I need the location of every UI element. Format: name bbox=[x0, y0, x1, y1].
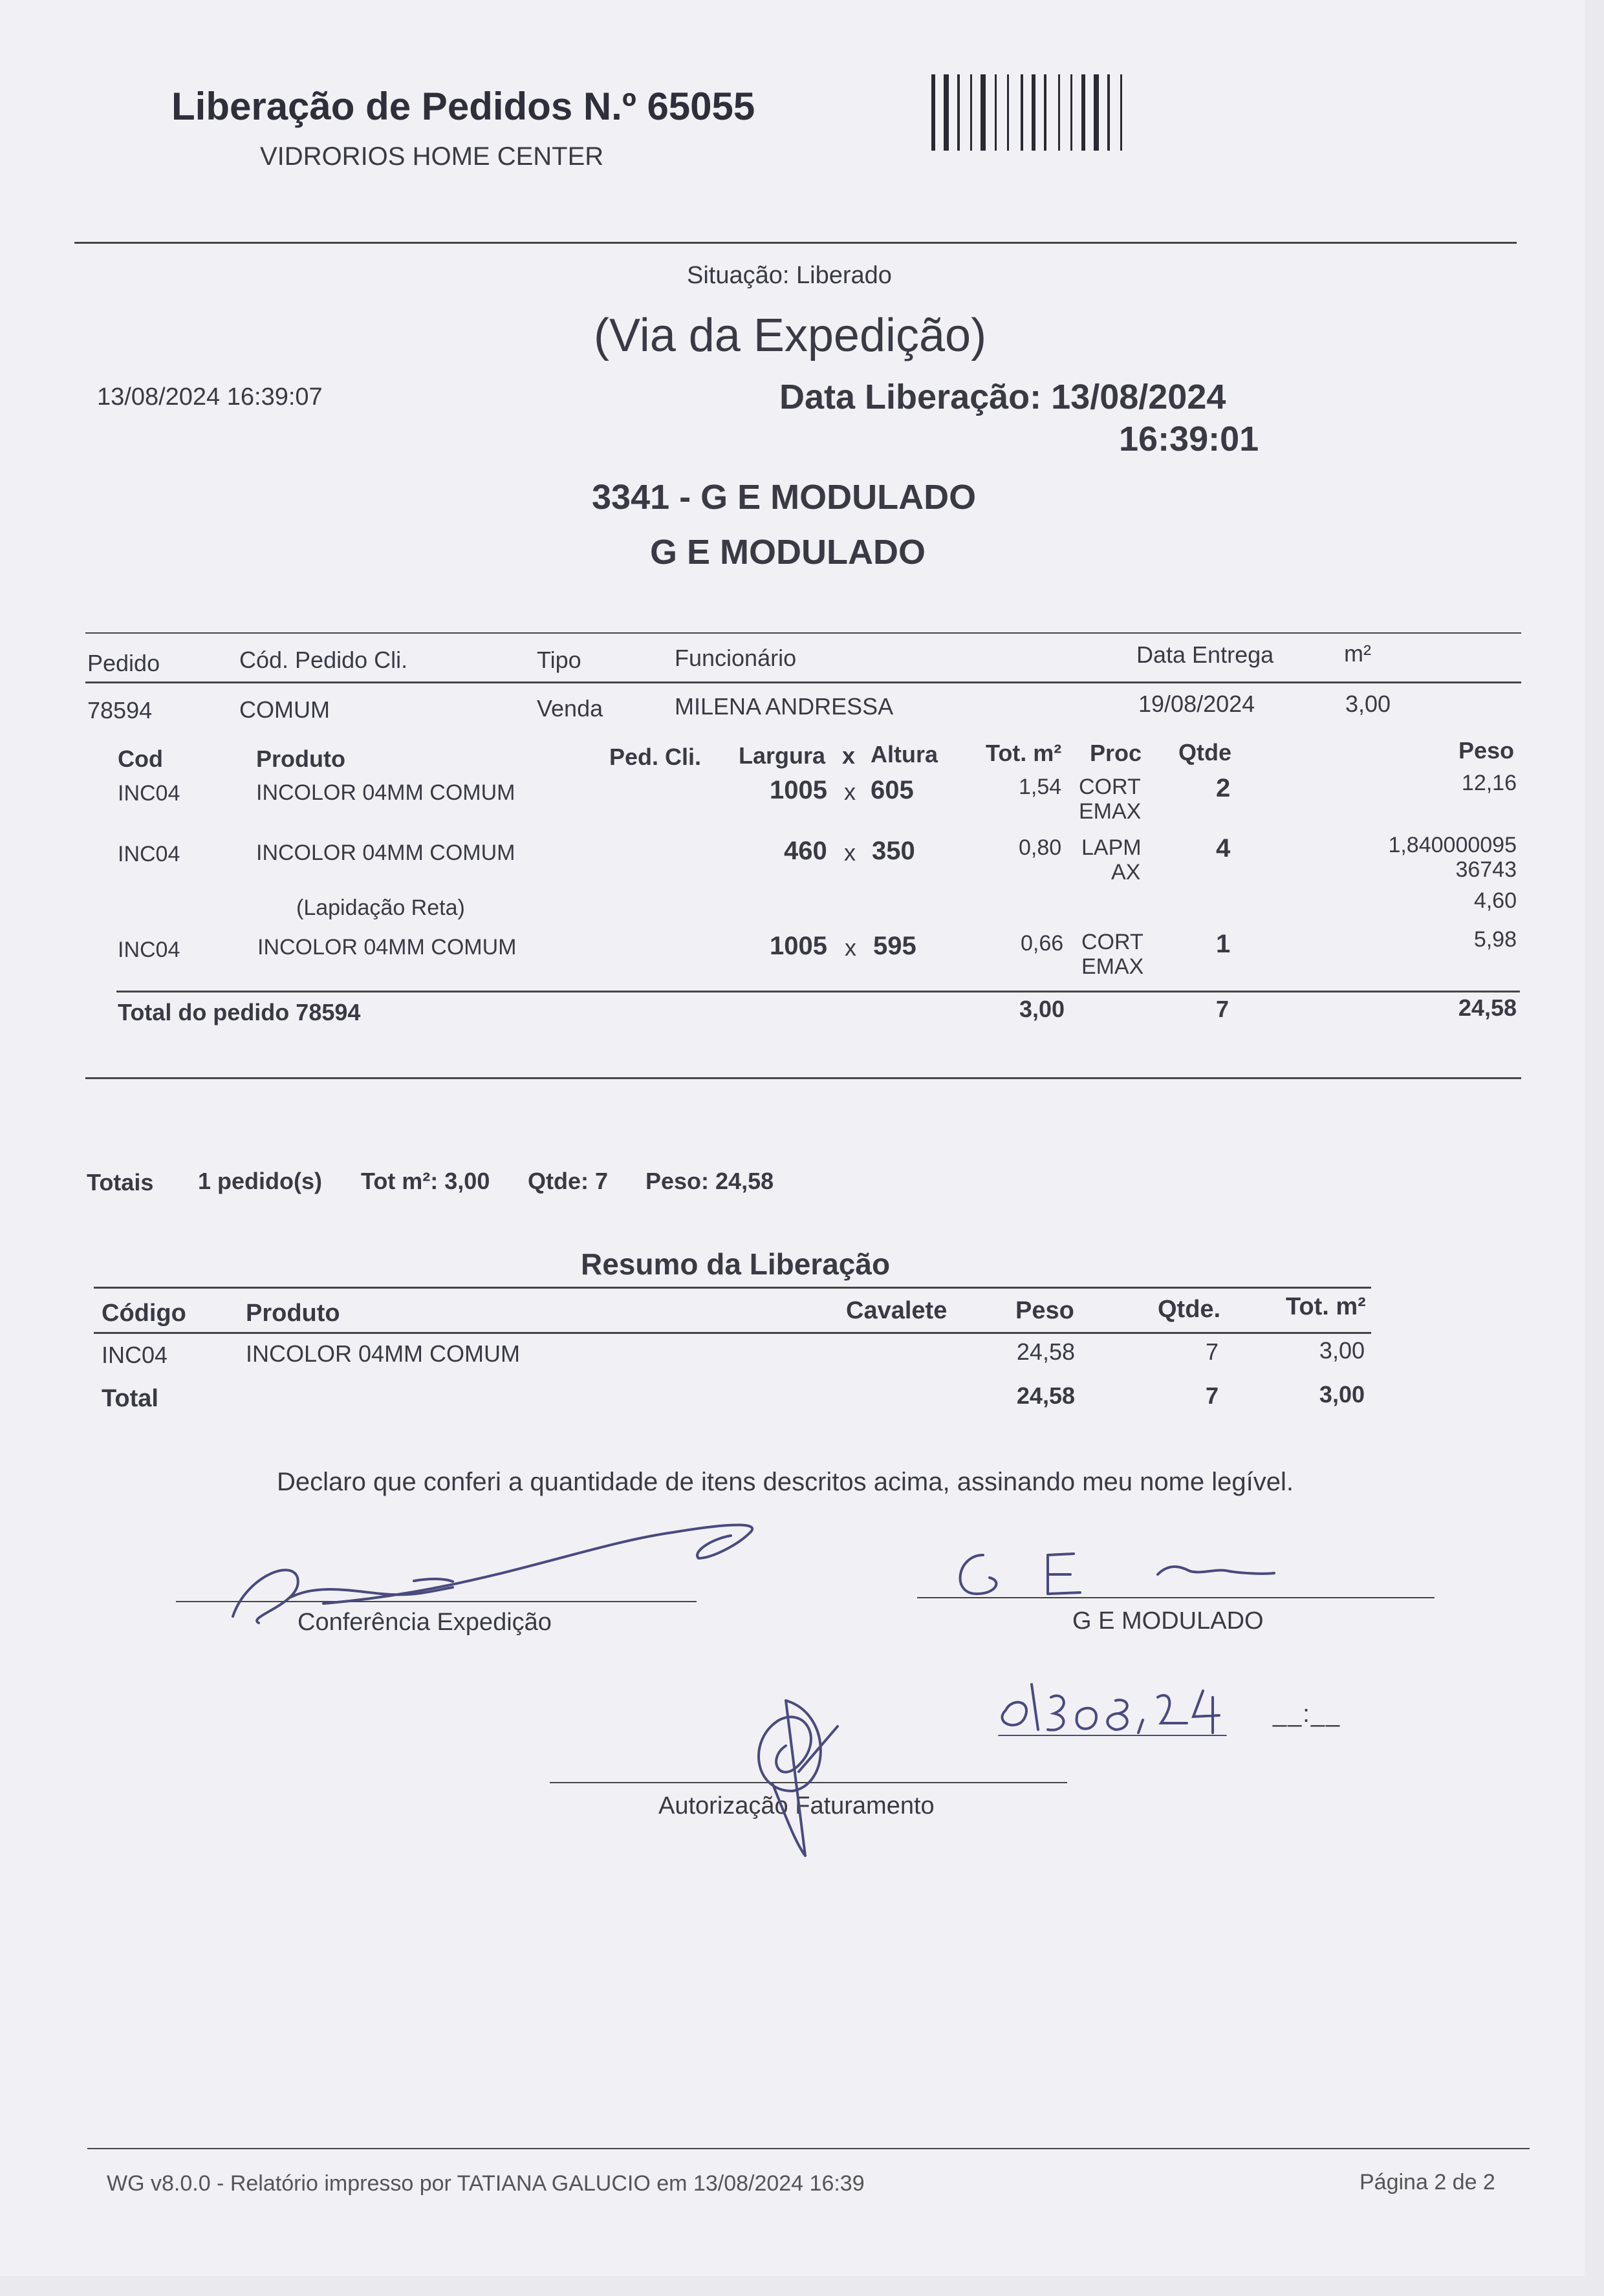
item-proc-2: EMAX bbox=[1081, 954, 1144, 979]
item-peso-cont: 36743 bbox=[1455, 857, 1517, 882]
item-proc-1: LAPM bbox=[1081, 835, 1142, 860]
item-produto: INCOLOR 04MM COMUM bbox=[256, 780, 515, 805]
order-total-rule bbox=[116, 991, 1520, 992]
item-largura: 1005 bbox=[770, 932, 827, 960]
summary-col-cavalete: Cavalete bbox=[846, 1297, 948, 1324]
order-cod-cli: COMUM bbox=[239, 696, 330, 723]
item-produto: INCOLOR 04MM COMUM bbox=[256, 841, 515, 865]
order-m2: 3,00 bbox=[1345, 691, 1391, 717]
signature-label-cliente: G E MODULADO bbox=[1072, 1607, 1264, 1635]
item-col-qtde: Qtde bbox=[1178, 739, 1232, 766]
summary-header-rule bbox=[94, 1332, 1371, 1334]
item-obs: (Lapidação Reta) bbox=[296, 896, 465, 920]
summary-col-peso: Peso bbox=[1015, 1297, 1074, 1324]
col-cod-pedido-cli: Cód. Pedido Cli. bbox=[239, 647, 408, 673]
item-largura: 460 bbox=[784, 837, 827, 865]
item-peso: 1,840000095 bbox=[1388, 833, 1517, 857]
totals-peso: Peso: 24,58 bbox=[645, 1168, 774, 1194]
order-total-qtde: 7 bbox=[1216, 996, 1230, 1022]
col-data-entrega: Data Entrega bbox=[1136, 641, 1274, 668]
item-col-largura: Largura bbox=[739, 742, 826, 769]
col-m2: m² bbox=[1344, 640, 1371, 667]
declaration-text: Declaro que conferi a quantidade de itens descritos acima, assinando meu nome legível. bbox=[277, 1468, 1294, 1496]
situation-label: Situação: Liberado bbox=[687, 262, 892, 289]
copy-label: (Via da Expedição) bbox=[594, 310, 987, 361]
item-col-cod: Cod bbox=[118, 746, 163, 772]
header-divider bbox=[74, 242, 1517, 244]
order-header-bottom-rule bbox=[85, 681, 1521, 683]
item-produto: INCOLOR 04MM COMUM bbox=[257, 935, 517, 960]
handwritten-signature-faturamento bbox=[734, 1688, 863, 1862]
release-time: 16:39:01 bbox=[1119, 420, 1259, 458]
item-x: x bbox=[844, 839, 856, 866]
order-header-top-rule bbox=[85, 632, 1521, 634]
summary-total-peso: 24,58 bbox=[1016, 1382, 1075, 1409]
item-x: x bbox=[844, 778, 856, 805]
order-total-label: Total do pedido 78594 bbox=[118, 999, 361, 1025]
item-altura: 595 bbox=[873, 932, 916, 960]
signature-label-expedicao: Conferência Expedição bbox=[298, 1609, 552, 1636]
item-tot-m2: 0,66 bbox=[1021, 931, 1064, 956]
item-col-proc: Proc bbox=[1090, 740, 1142, 766]
col-funcionario: Funcionário bbox=[675, 645, 797, 671]
release-date: Data Liberação: 13/08/2024 bbox=[779, 378, 1226, 416]
order-tipo: Venda bbox=[537, 695, 603, 722]
summary-col-produto: Produto bbox=[246, 1300, 340, 1327]
col-tipo: Tipo bbox=[537, 647, 581, 673]
company-name: VIDRORIOS HOME CENTER bbox=[260, 142, 604, 171]
order-section-end-rule bbox=[85, 1077, 1521, 1079]
order-total-m2: 3,00 bbox=[1019, 996, 1065, 1022]
summary-codigo: INC04 bbox=[102, 1342, 168, 1368]
summary-total-label: Total bbox=[102, 1385, 158, 1412]
order-data-entrega: 19/08/2024 bbox=[1138, 691, 1255, 717]
item-cod: INC04 bbox=[118, 842, 180, 866]
item-altura: 350 bbox=[872, 837, 915, 865]
item-peso: 5,98 bbox=[1473, 927, 1517, 952]
summary-col-tot-m2: Tot. m² bbox=[1286, 1293, 1366, 1320]
handwritten-date bbox=[993, 1671, 1252, 1736]
item-proc-1: CORT bbox=[1081, 930, 1143, 954]
item-proc-2: AX bbox=[1111, 860, 1141, 885]
signature-label-faturamento: Autorização Faturamento bbox=[658, 1792, 935, 1819]
order-funcionario: MILENA ANDRESSA bbox=[675, 693, 894, 720]
item-peso: 12,16 bbox=[1461, 771, 1517, 795]
totals-label: Totais bbox=[87, 1169, 154, 1196]
item-qtde: 4 bbox=[1216, 834, 1231, 863]
item-col-peso: Peso bbox=[1458, 737, 1515, 764]
summary-qtde: 7 bbox=[1206, 1338, 1219, 1365]
item-cod: INC04 bbox=[118, 781, 180, 806]
totals-m2: Tot m²: 3,00 bbox=[361, 1168, 490, 1194]
col-pedido: Pedido bbox=[87, 650, 160, 676]
item-altura: 605 bbox=[871, 776, 914, 804]
item-qtde: 1 bbox=[1216, 930, 1231, 958]
summary-produto: INCOLOR 04MM COMUM bbox=[246, 1340, 521, 1367]
item-cod: INC04 bbox=[118, 938, 180, 962]
handwritten-signature-cliente bbox=[944, 1542, 1281, 1607]
barcode-icon bbox=[931, 74, 1184, 151]
printed-timestamp: 13/08/2024 16:39:07 bbox=[97, 383, 323, 411]
item-col-altura: Altura bbox=[871, 741, 938, 767]
summary-peso: 24,58 bbox=[1016, 1338, 1075, 1365]
summary-col-qtde: Qtde. bbox=[1158, 1296, 1221, 1323]
item-col-x: x bbox=[842, 742, 856, 769]
client-code-name: 3341 - G E MODULADO bbox=[592, 478, 977, 517]
handwritten-signature-expedicao bbox=[220, 1519, 776, 1636]
item-x: x bbox=[845, 934, 856, 961]
summary-top-rule bbox=[94, 1287, 1371, 1289]
summary-title: Resumo da Liberação bbox=[581, 1247, 891, 1281]
summary-tot-m2: 3,00 bbox=[1319, 1337, 1365, 1364]
order-number: 78594 bbox=[87, 697, 153, 724]
footer-page-number: Página 2 de 2 bbox=[1360, 2170, 1495, 2194]
summary-col-codigo: Código bbox=[102, 1300, 186, 1327]
item-tot-m2: 0,80 bbox=[1019, 835, 1062, 860]
item-col-tot-m2: Tot. m² bbox=[986, 740, 1062, 766]
item-tot-m2: 1,54 bbox=[1019, 775, 1062, 799]
item-qtde: 2 bbox=[1216, 774, 1231, 802]
item-peso-sub: 4,60 bbox=[1473, 888, 1517, 913]
summary-total-qtde: 7 bbox=[1206, 1382, 1219, 1409]
item-col-produto: Produto bbox=[256, 746, 345, 772]
summary-total-m2: 3,00 bbox=[1319, 1381, 1365, 1408]
footer-print-info: WG v8.0.0 - Relatório impresso por TATIANA GALUCIO em 13/08/2024 16:39 bbox=[107, 2171, 865, 2196]
time-blank: __:__ bbox=[1273, 1701, 1341, 1728]
item-col-ped-cli: Ped. Cli. bbox=[609, 744, 702, 770]
client-name: G E MODULADO bbox=[650, 533, 926, 572]
totals-pedidos: 1 pedido(s) bbox=[198, 1168, 323, 1194]
item-proc-1: CORT bbox=[1079, 775, 1141, 799]
order-total-peso: 24,58 bbox=[1458, 994, 1517, 1021]
item-proc-2: EMAX bbox=[1079, 799, 1142, 824]
totals-qtde: Qtde: 7 bbox=[528, 1168, 609, 1194]
footer-rule bbox=[87, 2148, 1530, 2149]
item-largura: 1005 bbox=[770, 776, 827, 804]
document-title: Liberação de Pedidos N.º 65055 bbox=[171, 85, 755, 128]
